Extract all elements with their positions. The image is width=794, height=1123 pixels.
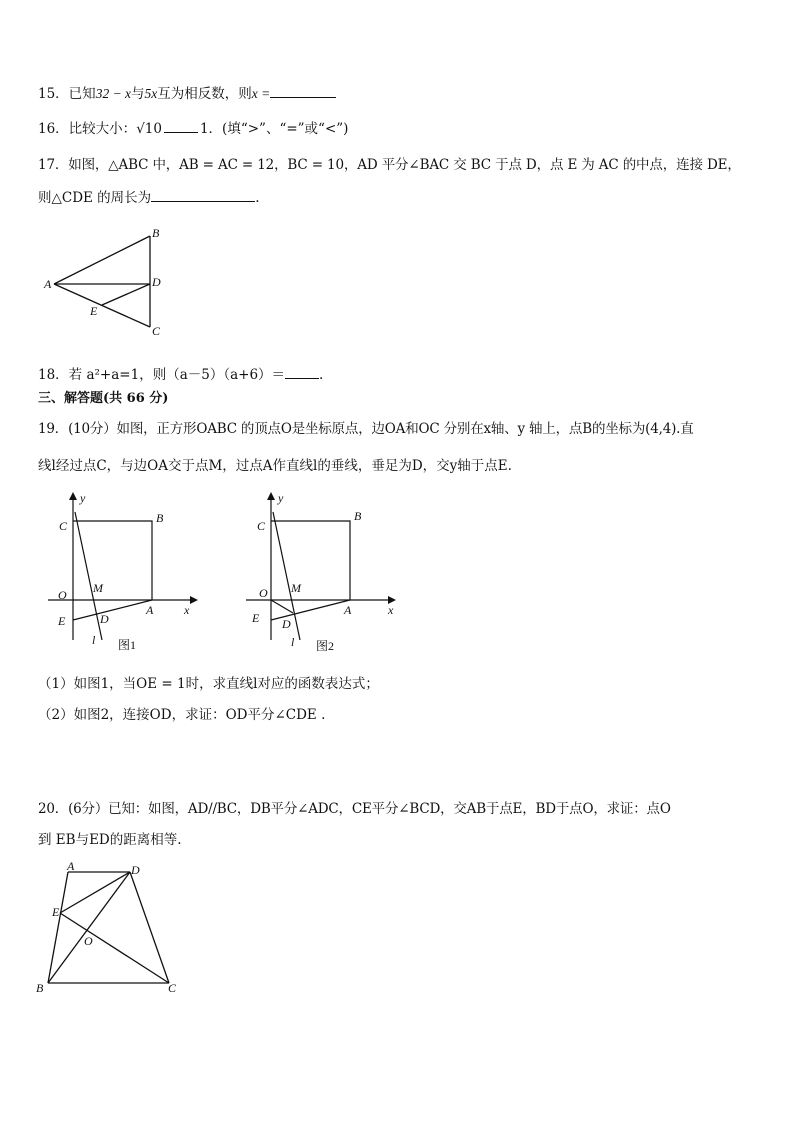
fig1-label-y: y xyxy=(80,491,86,505)
fig2-label-E: E xyxy=(252,611,260,625)
q16-prefix: 16．比较大小： xyxy=(38,121,137,137)
q15-answer-blank[interactable] xyxy=(270,83,336,98)
question-15 xyxy=(38,83,336,103)
q20-label-C: C xyxy=(168,981,177,995)
question-20-line-1: 20．(6分）已知：如图，AD//BC，DB平分∠ADC，CE平分∠BCD，交AB于点E，BD于点O，求证：点O xyxy=(38,801,671,817)
q17-label-B: B xyxy=(152,226,160,240)
fig1-label-l: l xyxy=(92,633,96,647)
q16-answer-blank[interactable] xyxy=(164,118,198,133)
fig1-label-O: O xyxy=(58,588,67,602)
q17-triangle-figure xyxy=(40,224,170,339)
question-19-part-2: （2）如图2，连接OD，求证：OD平分∠CDE . xyxy=(38,707,326,723)
q18-answer-blank[interactable] xyxy=(285,364,319,379)
q20-label-E: E xyxy=(52,905,60,919)
q15-text-and: 与 xyxy=(131,86,145,102)
q17-answer-blank[interactable] xyxy=(151,187,255,202)
q20-trapezoid-figure xyxy=(34,858,184,998)
q15-prefix: 15．已知 xyxy=(38,86,96,102)
question-20-line-2: 到 EB与ED的距离相等. xyxy=(38,832,182,848)
q17-perimeter-text: 则△CDE 的周长为 xyxy=(38,190,152,206)
question-18 xyxy=(38,364,323,384)
q19-figure-1 xyxy=(40,490,200,660)
fig2-caption: 图2 xyxy=(316,639,335,653)
q20-label-A: A xyxy=(67,859,75,873)
question-19-line-1: 19．(10分）如图，正方形OABC 的顶点O是坐标原点，边OA和OC 分别在x轴、y 轴上，点B的坐标为(4,4).直 xyxy=(38,421,694,437)
q17-label-C: C xyxy=(152,324,161,338)
q16-sqrt-10: √10 xyxy=(136,121,162,137)
fig2-label-O: O xyxy=(259,586,268,600)
fig2-label-C: C xyxy=(257,519,266,533)
fig2-label-M: M xyxy=(291,581,301,595)
question-19-line-2: 线l经过点C，与边OA交于点M，过点A作直线l的垂线，垂足为D，交y轴于点E. xyxy=(38,458,512,474)
fig2-label-A: A xyxy=(344,603,352,617)
fig1-label-D: D xyxy=(100,612,109,626)
q18-text: 18．若 a²+a=1，则（a－5）（a+6）＝ xyxy=(38,367,286,383)
fig1-label-E: E xyxy=(58,614,66,628)
q17-period: . xyxy=(255,190,260,206)
q15-variable: x = xyxy=(251,86,271,101)
q15-text-opposite: 互为相反数，则 xyxy=(157,86,252,102)
question-16 xyxy=(38,118,348,138)
fig2-label-y: y xyxy=(278,491,284,505)
fig1-label-M: M xyxy=(93,581,103,595)
q18-period: . xyxy=(319,367,324,383)
question-19-part-1: （1）如图1，当OE = 1时，求直线l对应的函数表达式； xyxy=(38,676,379,692)
fig1-label-B: B xyxy=(156,511,164,525)
fig2-label-D: D xyxy=(282,617,291,631)
section-3-heading: 三、解答题(共 66 分) xyxy=(38,391,169,406)
fig1-caption: 图1 xyxy=(118,638,137,652)
fig1-label-A: A xyxy=(146,603,154,617)
q20-label-D: D xyxy=(131,863,140,877)
q20-label-B: B xyxy=(36,981,44,995)
q17-label-D: D xyxy=(152,275,161,289)
fig1-label-x: x xyxy=(184,603,190,617)
q17-label-A: A xyxy=(44,277,52,291)
q17-label-E: E xyxy=(90,304,98,318)
q16-suffix: 1．(填“>”、“=”或“<”) xyxy=(199,121,349,137)
fig1-label-C: C xyxy=(59,519,68,533)
q15-expression-2: 5x xyxy=(144,86,158,101)
question-17-line-1: 17．如图，△ABC 中，AB = AC = 12，BC = 10，AD 平分∠BAC 交 BC 于点 D，点 E 为 AC 的中点，连接 DE， xyxy=(38,157,741,173)
question-17-line-2 xyxy=(38,187,259,207)
q20-label-O: O xyxy=(84,934,93,948)
q15-expression-1: 32 − x xyxy=(95,86,132,101)
q19-figure-2 xyxy=(238,490,403,660)
fig2-label-x: x xyxy=(388,603,394,617)
fig2-label-l: l xyxy=(291,635,295,649)
fig2-label-B: B xyxy=(354,509,362,523)
